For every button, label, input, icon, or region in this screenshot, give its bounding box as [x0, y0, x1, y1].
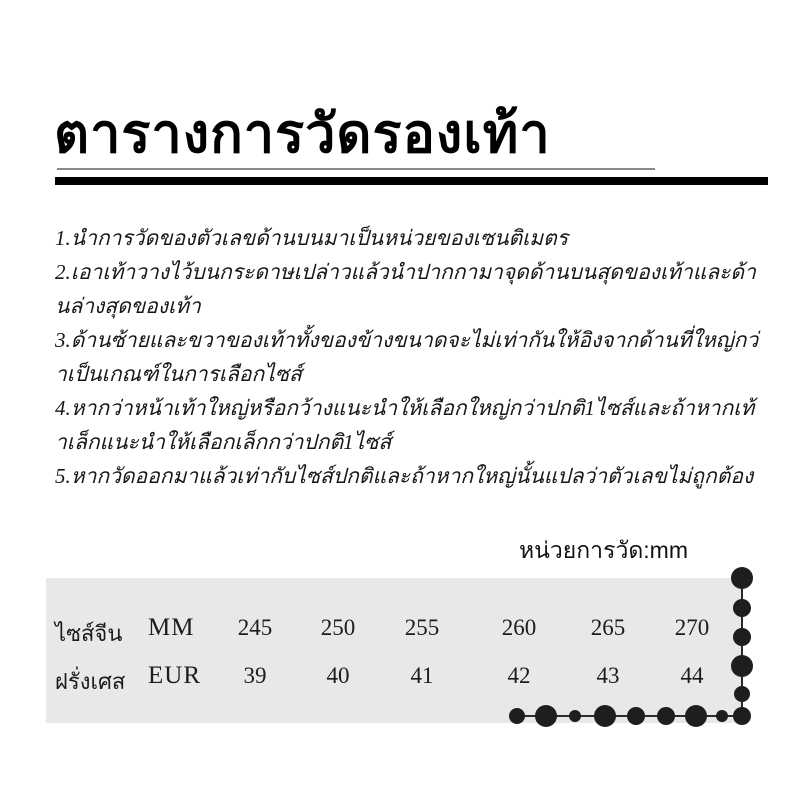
- size-value: 41: [410, 663, 434, 688]
- system-label-eur: EUR: [148, 662, 201, 689]
- system-label-mm: MM: [148, 614, 195, 641]
- instruction-item-1: 1.นำการวัดของตัวเลขด้านบนมาเป็นหน่วยของเซนติเมตร: [55, 226, 569, 250]
- size-value: 270: [674, 615, 710, 640]
- size-value: 245: [237, 615, 273, 640]
- size-value: 265: [590, 615, 626, 640]
- instruction-item-4: 4.หากว่าหน้าเท้าใหญ่หรือกว้างแนะนำให้เลือกใหญ่กว่าปกติ1ไซส์และถ้าหากเท้าเล็กแนะนำให้เลือกเล็กกว่าปกติ1ไซส์: [55, 396, 755, 454]
- divider-thin: [57, 168, 655, 170]
- size-value: 255: [404, 615, 440, 640]
- size-value: 250: [320, 615, 356, 640]
- size-value: 44: [680, 663, 704, 688]
- instruction-item-2: 2.เอาเท้าวางไว้บนกระดาษเปล่าวแล้วนำปากกามาจุดด้านบนสุดของเท้าและด้านล่างสุดของเท้า: [55, 260, 756, 318]
- instruction-item-3: 3.ด้านซ้ายและขวาของเท้าทั้งของข้างขนาดจะไม่เท่ากันให้อิงจากด้านที่ใหญ่กว่าเป็นเกณฑ์ในการเลือกไซส์: [55, 328, 759, 386]
- divider-thick: [55, 177, 768, 185]
- size-value: 43: [596, 663, 620, 688]
- page-title: ตารางการวัดรองเท้า: [54, 104, 551, 164]
- instructions-list: [55, 221, 763, 493]
- size-value: 260: [501, 615, 537, 640]
- measure-unit-label: หน่วยการวัด:mm: [518, 537, 688, 563]
- row-label-france-size: ฝรั่งเศส: [55, 669, 126, 694]
- measuring-dots-decoration: [505, 558, 755, 743]
- size-value: 42: [507, 663, 531, 688]
- size-value: 40: [326, 663, 350, 688]
- instruction-item-5: 5.หากวัดออกมาแล้วเท่ากับไซส์ปกติและถ้าหากใหญ่นั้นแปลว่าตัวเลขไม่ถูกต้อง: [55, 464, 754, 488]
- row-label-china-size: ไซส์จีน: [55, 621, 123, 646]
- size-value: 39: [243, 663, 267, 688]
